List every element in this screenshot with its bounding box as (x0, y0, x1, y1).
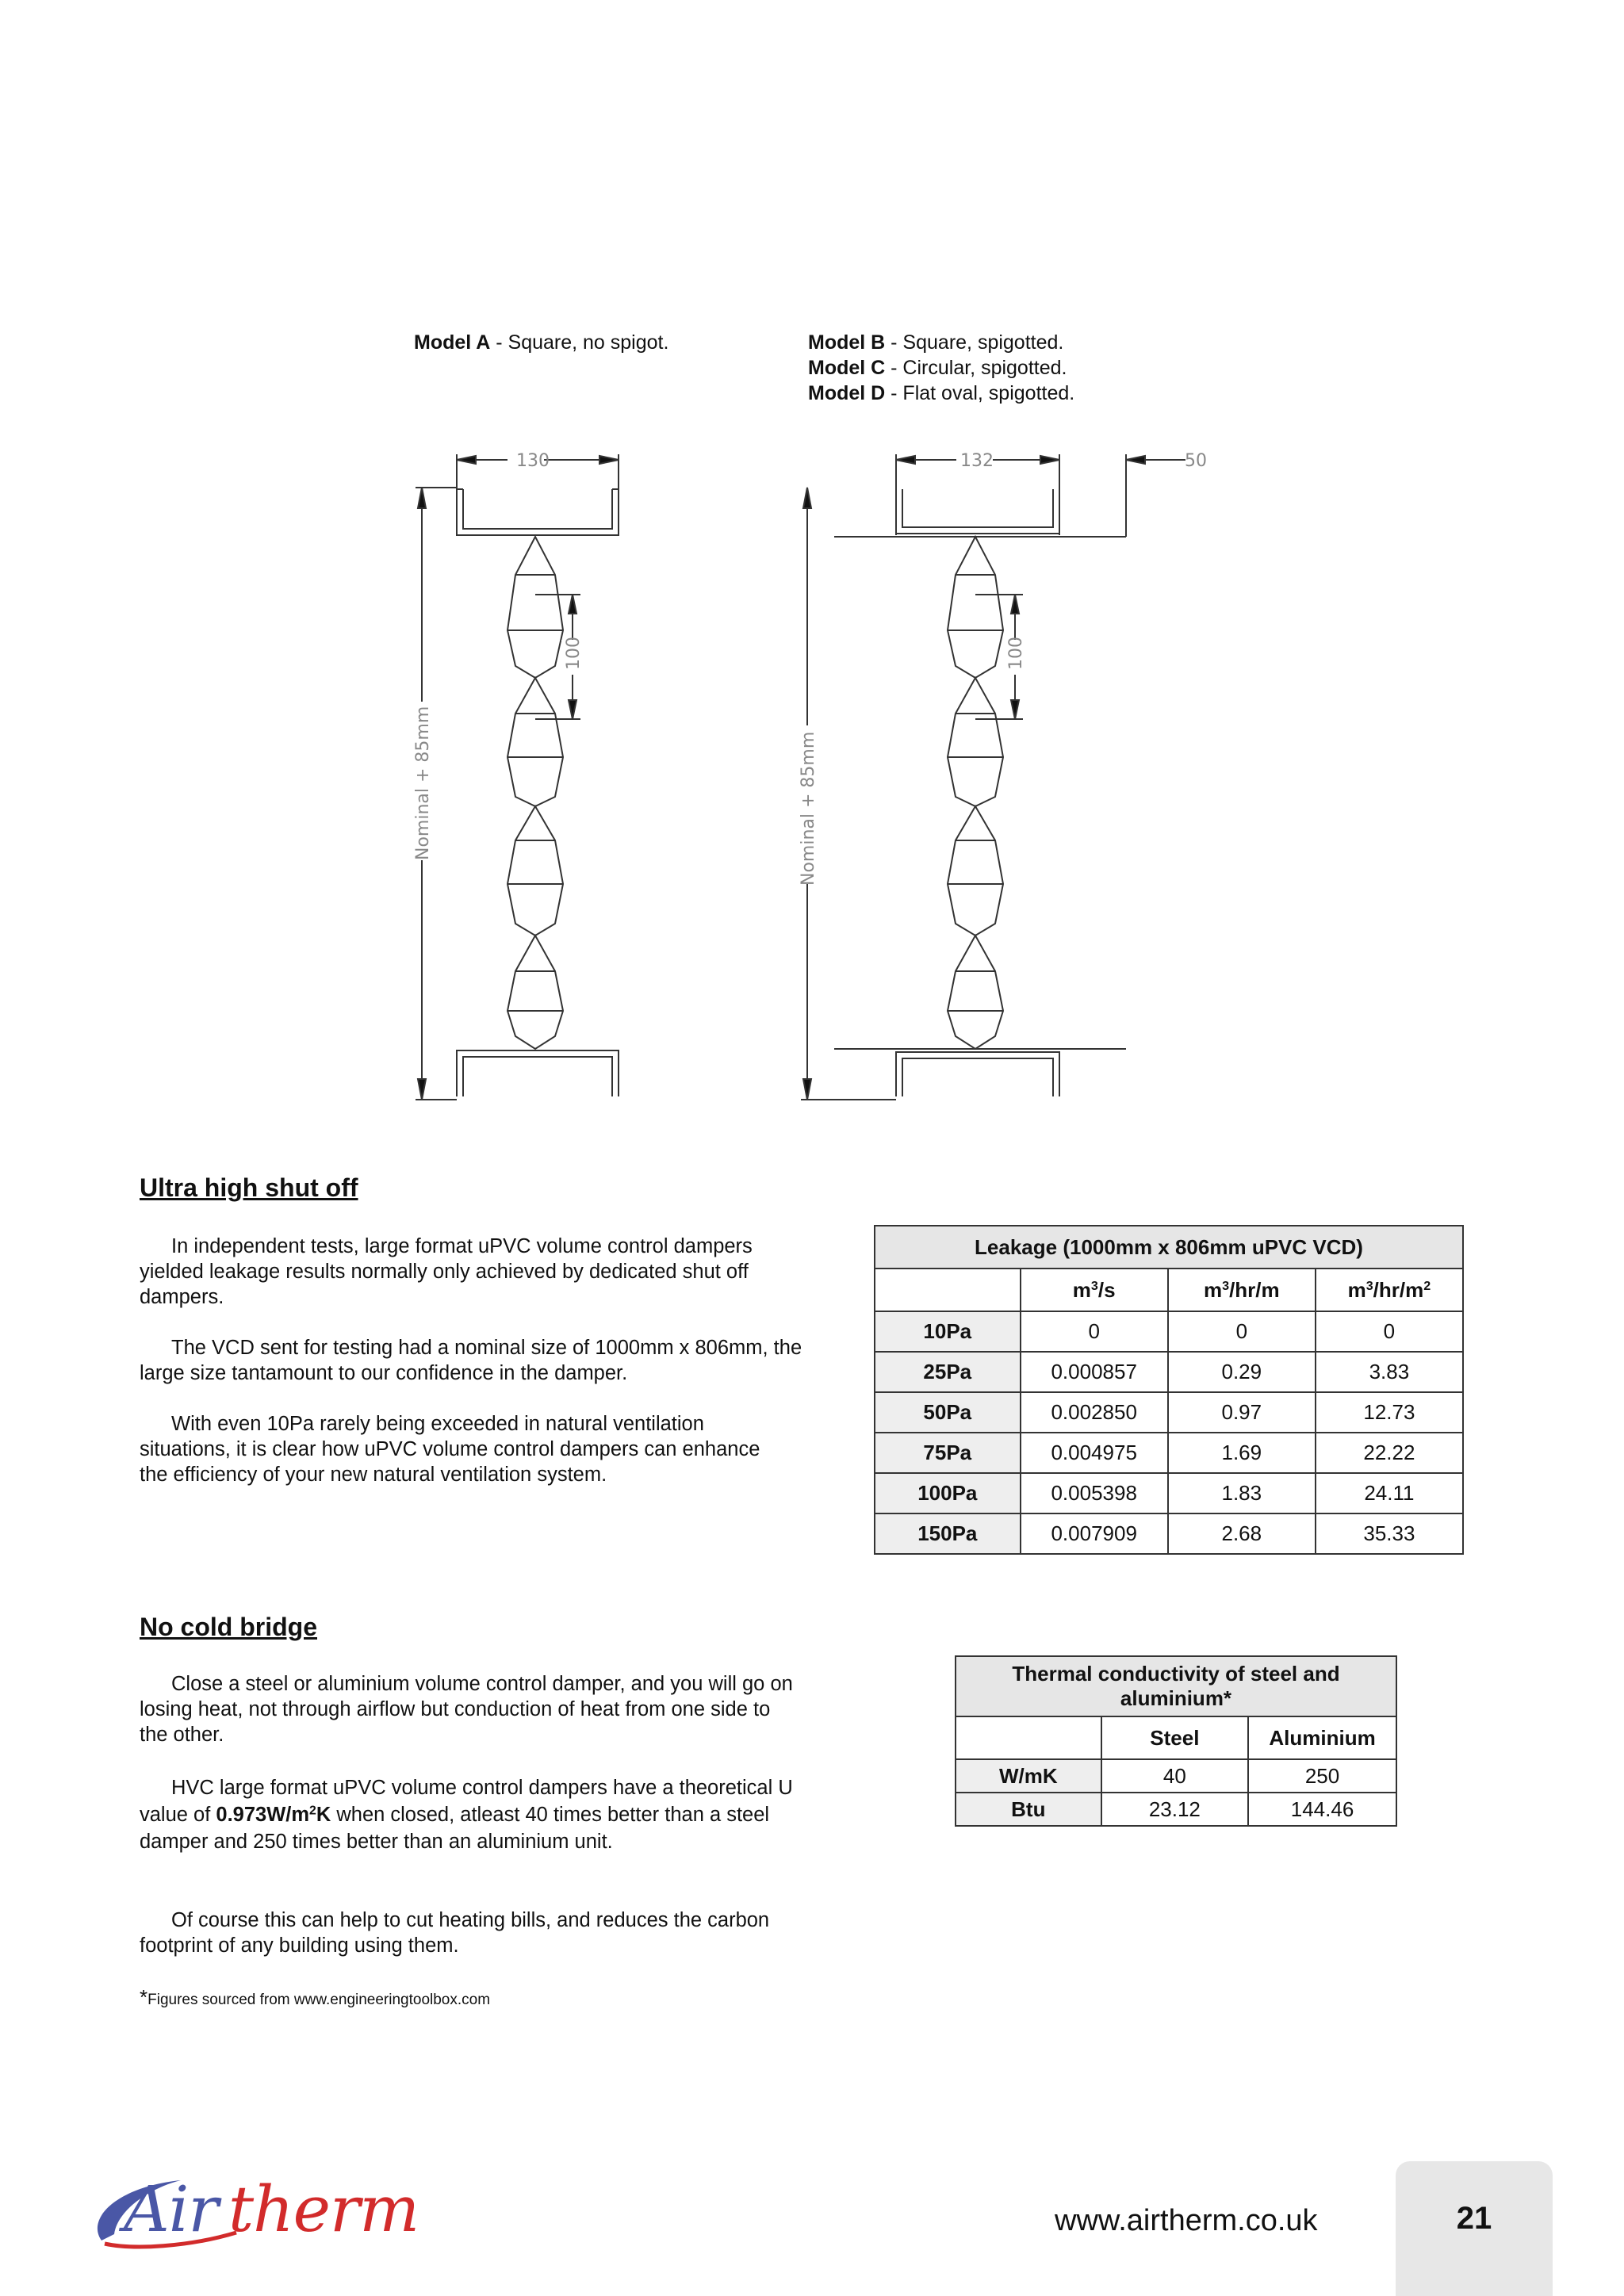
leakage-cell: 0.002850 (1021, 1392, 1168, 1433)
leakage-cell: 0 (1316, 1311, 1463, 1352)
leakage-cell: 0.97 (1168, 1392, 1316, 1433)
thermal-table-title: Thermal conductivity of steel and aluminium* (956, 1656, 1396, 1716)
leakage-cell: 1.83 (1168, 1473, 1316, 1513)
model-d-label (808, 381, 1074, 406)
model-a-desc: - Square, no spigot. (490, 331, 669, 354)
leakage-cell: 1.69 (1168, 1433, 1316, 1473)
cold-bridge-paragraph-2-text-b: when closed, atleast 40 times better than a steel damper and 250 times better than an aluminium unit. (140, 1804, 770, 1853)
table-row (875, 1352, 1463, 1392)
thermal-col-aluminium: Aluminium (1248, 1716, 1396, 1759)
leakage-row-label: 25Pa (875, 1352, 1021, 1392)
shut-off-paragraph-2-text: The VCD sent for testing had a nominal size of 1000mm x 806mm, the large size tantamount to our confidence in the damper. (140, 1337, 802, 1384)
leakage-cell: 24.11 (1316, 1473, 1463, 1513)
table-row (956, 1793, 1396, 1826)
leakage-cell: 0 (1168, 1311, 1316, 1352)
cold-bridge-paragraph-2 (140, 1774, 798, 1855)
logo-text-air: Air (124, 2172, 218, 2246)
thermal-table-corner (956, 1716, 1101, 1759)
shut-off-paragraph-1 (140, 1234, 814, 1310)
model-a-width-dim: 130 (516, 451, 550, 471)
leakage-cell: 0 (1021, 1311, 1168, 1352)
u-value: 0.973W/m (216, 1804, 310, 1826)
page-number-tab (1396, 2161, 1553, 2296)
shut-off-paragraph-3-text: With even 10Pa rarely being exceeded in natural ventilation situations, it is clear how uPVC volume control dampers can enhance the efficiency of your new natural ventilation system. (140, 1413, 760, 1486)
model-a-pitch-dim: 100 (564, 637, 584, 670)
table-row (875, 1311, 1463, 1352)
model-b-desc: - Square, spigotted. (885, 331, 1064, 354)
thermal-table-header-row (956, 1716, 1396, 1759)
leakage-cell: 35.33 (1316, 1513, 1463, 1554)
shut-off-paragraph-3 (140, 1411, 774, 1487)
model-a-drawing (404, 440, 642, 1114)
leakage-cell: 0.005398 (1021, 1473, 1168, 1513)
model-d-name: Model D (808, 382, 886, 404)
page-number: 21 (1456, 2201, 1492, 2236)
leakage-col-m3hrm2: $m^3/hr/m^2$ (1316, 1269, 1463, 1311)
leakage-cell: 0.29 (1168, 1352, 1316, 1392)
cold-bridge-paragraph-1 (140, 1671, 798, 1747)
cold-bridge-paragraph-3-text: Of course this can help to cut heating bills, and reduces the carbon footprint of any building using them. (140, 1909, 770, 1957)
model-bcd-pitch-dim: 100 (1006, 637, 1026, 670)
shut-off-paragraph-1-text: In independent tests, large format uPVC volume control dampers yielded leakage results normally only achieved by dedicated shut off dampers. (140, 1235, 753, 1308)
leakage-table (874, 1225, 1464, 1555)
model-bcd-height-dim: Nominal + 85mm (799, 731, 818, 886)
u-value-sup: 2 (309, 1804, 316, 1818)
thermal-cell: 23.12 (1101, 1793, 1248, 1826)
section-heading-shut-off: Ultra high shut off (140, 1173, 358, 1202)
leakage-table-title: Leakage (1000mm x 806mm uPVC VCD) (875, 1226, 1463, 1269)
model-bcd-drawing (785, 440, 1229, 1114)
leakage-cell: 3.83 (1316, 1352, 1463, 1392)
footnote-star: * (140, 1985, 148, 2009)
table-row (956, 1759, 1396, 1793)
leakage-row-label: 100Pa (875, 1473, 1021, 1513)
model-a-name: Model A (414, 331, 491, 354)
model-bcd-spigot-dim: 50 (1185, 451, 1207, 471)
footnote-text: Figures sourced from www.engineeringtoolbox.com (147, 1992, 491, 2008)
cold-bridge-paragraph-1-text: Close a steel or aluminium volume control damper, and you will go on losing heat, not through airflow but conduction of heat from one side to the other. (140, 1673, 793, 1746)
leakage-table-corner (875, 1269, 1021, 1311)
cold-bridge-paragraph-3 (140, 1908, 798, 1958)
leakage-row-label: 75Pa (875, 1433, 1021, 1473)
thermal-row-label: Btu (956, 1793, 1101, 1826)
model-c-name: Model C (808, 357, 886, 379)
thermal-cell: 250 (1248, 1759, 1396, 1793)
leakage-row-label: 10Pa (875, 1311, 1021, 1352)
leakage-cell: 0.007909 (1021, 1513, 1168, 1554)
model-a-label (414, 330, 668, 355)
leakage-cell: 0.000857 (1021, 1352, 1168, 1392)
model-c-label (808, 355, 1067, 381)
leakage-table-header-row (875, 1269, 1463, 1311)
cold-bridge-paragraph-2-text-a: HVC large format uPVC volume control dampers have a theoretical U value of (140, 1777, 793, 1826)
shut-off-paragraph-2 (140, 1335, 814, 1386)
leakage-row-label: 150Pa (875, 1513, 1021, 1554)
leakage-cell: 22.22 (1316, 1433, 1463, 1473)
airtherm-logo[interactable] (86, 2171, 419, 2258)
leakage-cell: 0.004975 (1021, 1433, 1168, 1473)
thermal-table (955, 1655, 1397, 1827)
footnote (140, 1987, 490, 2011)
model-b-name: Model B (808, 331, 886, 354)
table-row (875, 1473, 1463, 1513)
section-heading-cold-bridge: No cold bridge (140, 1613, 317, 1641)
logo-text-therm: therm (228, 2172, 419, 2246)
website-url[interactable]: www.airtherm.co.uk (1055, 2204, 1318, 2237)
leakage-cell: 2.68 (1168, 1513, 1316, 1554)
thermal-col-steel: Steel (1101, 1716, 1248, 1759)
model-bcd-width-dim: 132 (960, 451, 994, 471)
leakage-col-m3hrm: $m^3/hr/m$ (1168, 1269, 1316, 1311)
table-row (875, 1433, 1463, 1473)
model-a-height-dim: Nominal + 85mm (413, 706, 433, 860)
thermal-cell: 40 (1101, 1759, 1248, 1793)
table-row (875, 1513, 1463, 1554)
table-row (875, 1392, 1463, 1433)
thermal-row-label: W/mK (956, 1759, 1101, 1793)
thermal-cell: 144.46 (1248, 1793, 1396, 1826)
u-value-tail: K (316, 1804, 331, 1826)
leakage-col-m3s: $m^3/s$ (1021, 1269, 1168, 1311)
leakage-row-label: 50Pa (875, 1392, 1021, 1433)
model-d-desc: - Flat oval, spigotted. (885, 382, 1075, 404)
model-b-label (808, 330, 1063, 355)
leakage-cell: 12.73 (1316, 1392, 1463, 1433)
model-c-desc: - Circular, spigotted. (885, 357, 1067, 379)
